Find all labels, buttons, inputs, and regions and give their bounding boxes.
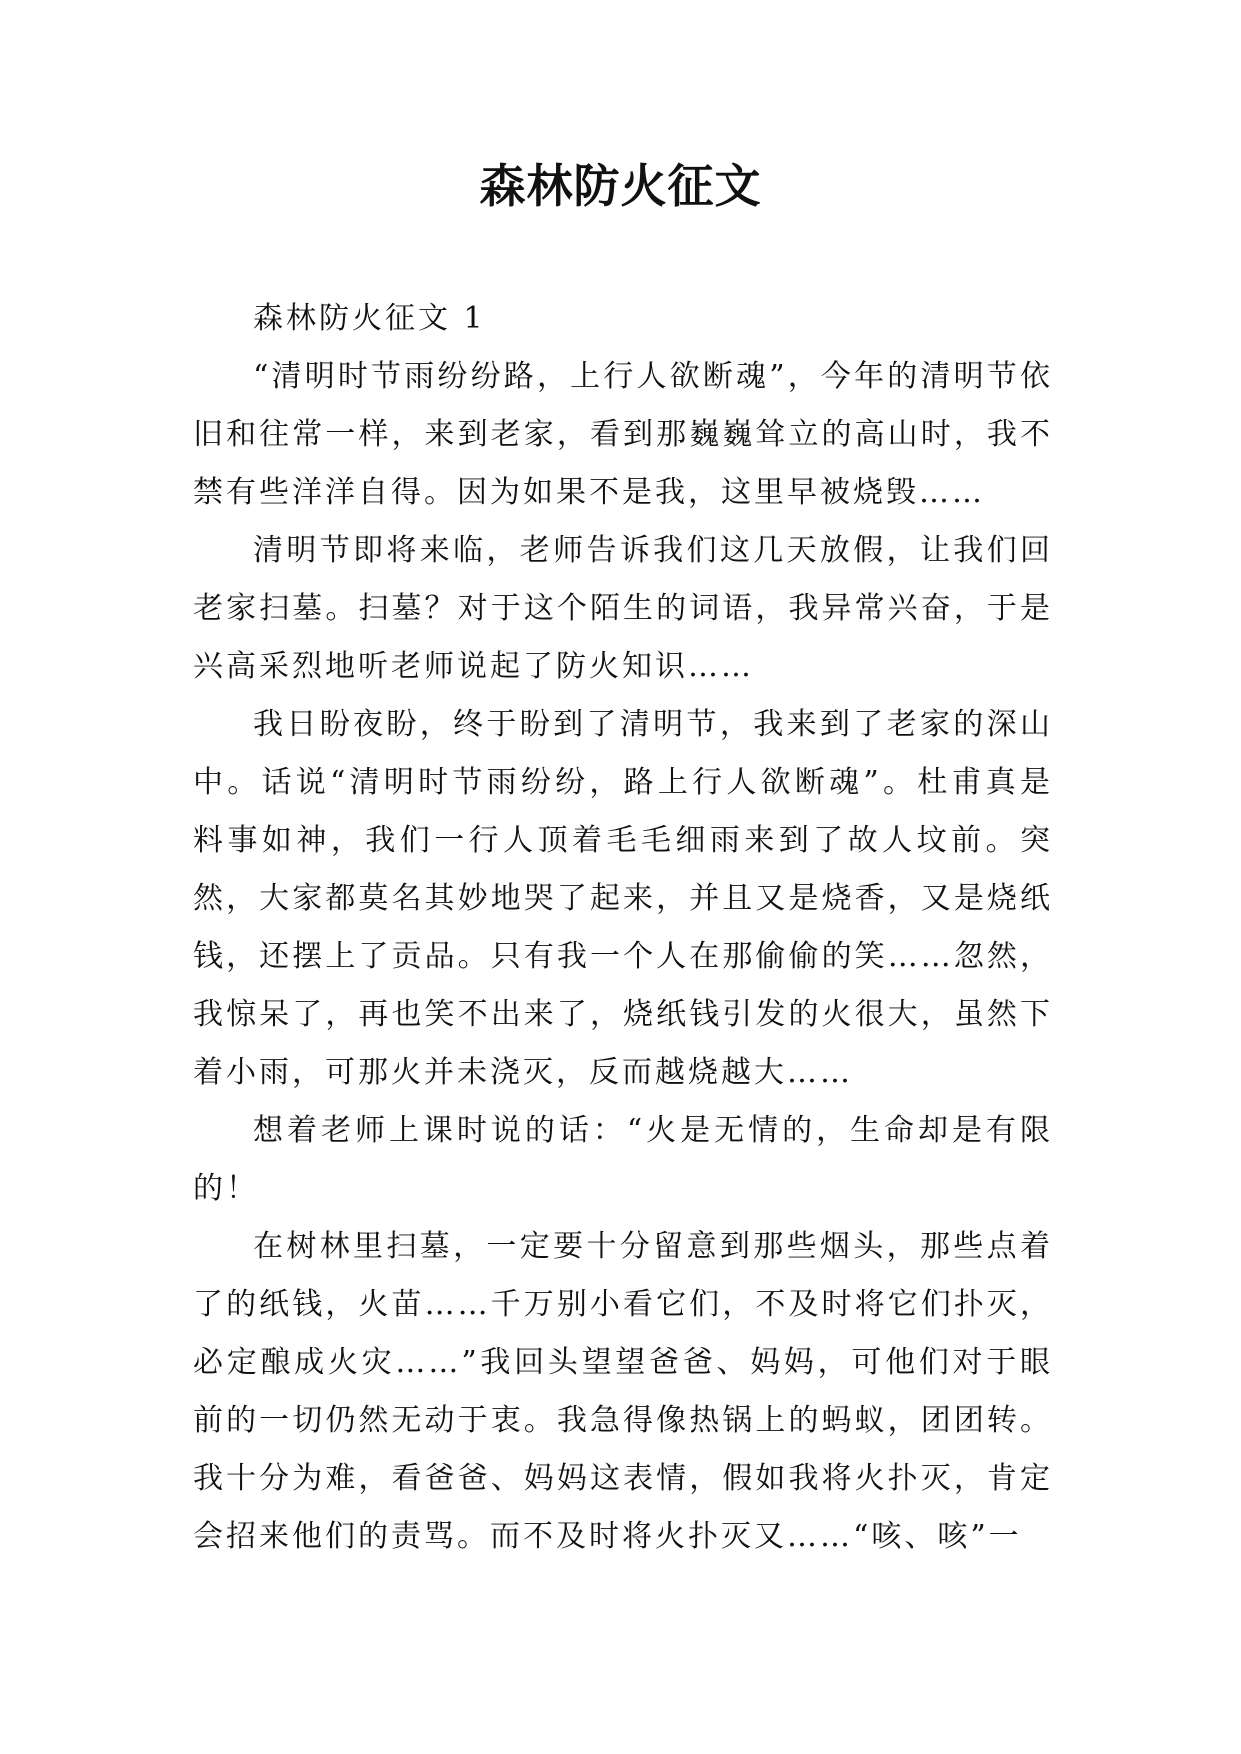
paragraph: “清明时节雨纷纷路，上行人欲断魂”，今年的清明节依旧和往常一样，来到老家，看到那巍巍耸立的高山时，我不禁有些洋洋自得。因为如果不是我，这里早被烧毁…… xyxy=(193,359,1053,510)
paragraph: 我日盼夜盼，终于盼到了清明节，我来到了老家的深山中。话说“清明时节雨纷纷，路上行人欲断魂”。杜甫真是料事如神，我们一行人顶着毛毛细雨来到了故人坟前。突然，大家都莫名其妙地哭了起来，并且又是烧香，又是烧纸钱，还摆上了贡品。只有我一个人在那偷偷的笑……忽然，我惊呆了，再也笑不出来了，烧纸钱引发的火很大，虽然下着小雨，可那火并未浇灭，反而越烧越大…… xyxy=(193,707,1053,1090)
document-title: 森林防火征文 xyxy=(479,159,762,213)
paragraph: 清明节即将来临，老师告诉我们这几天放假，让我们回老家扫墓。扫墓？对于这个陌生的词语，我异常兴奋，于是兴高采烈地听老师说起了防火知识…… xyxy=(193,533,1053,684)
paragraph-subtitle: 森林防火征文 1 xyxy=(253,301,486,336)
paragraph: 在树林里扫墓，一定要十分留意到那些烟头，那些点着了的纸钱，火苗……千万别小看它们，不及时将它们扑灭，必定酿成火灾……”我回头望望爸爸、妈妈，可他们对于眼前的一切仍然无动于衷。我急得像热锅上的蚂蚁，团团转。我十分为难，看爸爸、妈妈这表情，假如我将火扑灭，肯定会招来他们的责骂。而不及时将火扑灭又……“咳、咳”一 xyxy=(193,1229,1053,1554)
document-body xyxy=(193,290,1053,1566)
paragraph: 想着老师上课时说的话：“火是无情的，生命却是有限的！ xyxy=(193,1113,1053,1206)
